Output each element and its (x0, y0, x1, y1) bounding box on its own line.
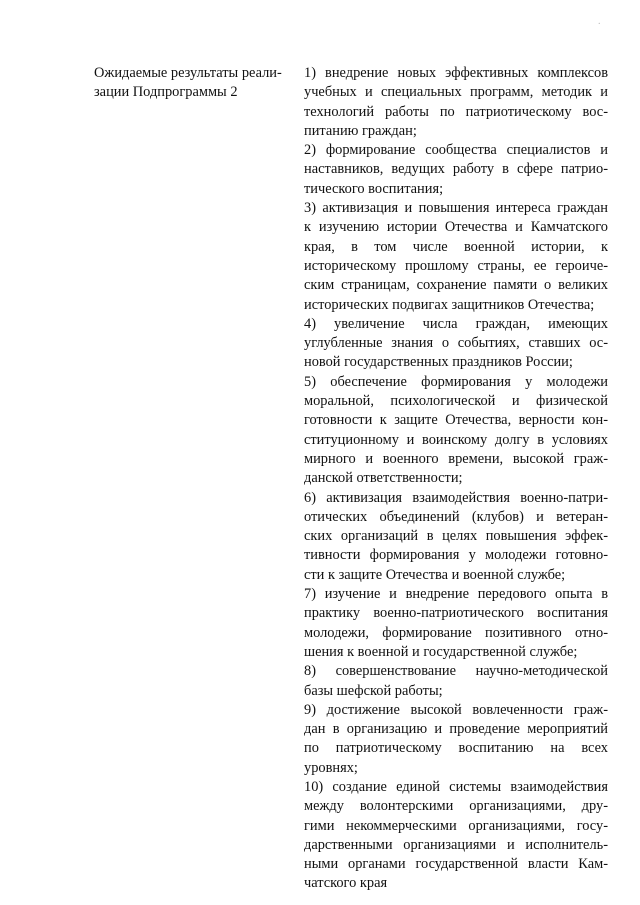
result-item-3 (304, 199, 608, 315)
result-line: наставников, ведущих работу в сфере патрио- (304, 161, 608, 178)
result-item-10 (304, 778, 608, 894)
expected-results-label (94, 64, 294, 103)
result-line: дарственными организациями и исполнитель- (304, 836, 608, 853)
result-line: уровнях; (304, 759, 358, 776)
result-line: данской ответственности; (304, 470, 463, 487)
result-line: 10) создание единой системы взаимодействия (304, 778, 608, 795)
result-line: 8) совершенствование научно-методической (304, 663, 608, 680)
result-line: ских организаций в целях повышения эффек- (304, 528, 608, 545)
label-line: зации Подпрограммы 2 (94, 84, 238, 101)
result-line: тивности формирования у молодежи готовно- (304, 547, 608, 564)
result-line: по патриотическому воспитанию на всех (304, 740, 608, 757)
result-line: 5) обеспечение формирования у молодежи (304, 373, 608, 390)
label-line: Ожидаемые результаты реали- (94, 65, 282, 81)
result-line: между волонтерскими организациями, дру- (304, 798, 608, 815)
result-line: базы шефской работы; (304, 682, 443, 699)
result-line: сти к защите Отечества и военной службе; (304, 566, 566, 583)
result-line: отических объединений (клубов) и ветеран- (304, 508, 608, 525)
result-line: питанию граждан; (304, 122, 417, 139)
result-item-8 (304, 662, 608, 701)
result-item-7 (304, 585, 608, 662)
result-line: чатского края (304, 875, 388, 892)
result-line: учебных и специальных программ, методик и (304, 84, 608, 101)
result-item-2 (304, 141, 608, 199)
result-line: 3) активизация и повышения интереса граждан (304, 200, 608, 217)
result-line: технологий работы по патриотическому вос- (304, 103, 608, 120)
result-line: дан в организацию и проведение мероприятий (304, 721, 608, 738)
result-line: ными органами государственной власти Кам- (304, 856, 608, 873)
result-line: молодежи, формирование позитивного отно- (304, 624, 608, 641)
result-line: 6) активизация взаимодействия военно-патри- (304, 489, 608, 506)
result-line: шения к военной и государственной службе; (304, 643, 578, 660)
expected-results-list (304, 64, 608, 894)
result-line: 4) увеличение числа граждан, имеющих (304, 315, 608, 332)
result-line: исторических подвигах защитников Отечества; (304, 296, 595, 313)
result-line: новой государственных праздников России; (304, 354, 573, 371)
result-line: 9) достижение высокой вовлеченности граж- (304, 701, 608, 718)
result-line: практику военно-патриотического воспитания (304, 605, 608, 622)
result-item-9 (304, 701, 608, 778)
result-line: историческому прошлому страны, ее героиче- (304, 257, 608, 274)
result-item-6 (304, 489, 608, 585)
result-line: тического воспитания; (304, 180, 444, 197)
result-line: углубленные знания о событиях, ставших ос- (304, 335, 608, 352)
result-line: 2) формирование сообщества специалистов и (304, 142, 608, 159)
result-line: моральной, психологической и физической (304, 393, 608, 410)
result-line: края, в том числе военной истории, к (304, 238, 608, 255)
result-line: ским страницам, сохранение памяти о великих (304, 277, 608, 294)
result-item-1 (304, 64, 608, 141)
corner-mark: . (598, 16, 601, 27)
result-line: 7) изучение и внедрение передового опыта в (304, 586, 608, 603)
result-line: к изучению истории Отечества и Камчатского (304, 219, 608, 236)
result-line: готовности к защите Отечества, верности кон- (304, 412, 608, 429)
result-item-4 (304, 315, 608, 373)
result-line: гими некоммерческими организациями, госу- (304, 817, 608, 834)
result-line: мирного и военного времени, высокой граж- (304, 450, 608, 467)
result-item-5 (304, 373, 608, 489)
result-line: 1) внедрение новых эффективных комплексов (304, 65, 608, 81)
result-line: ституционному и воинскому долгу в условиях (304, 431, 608, 448)
